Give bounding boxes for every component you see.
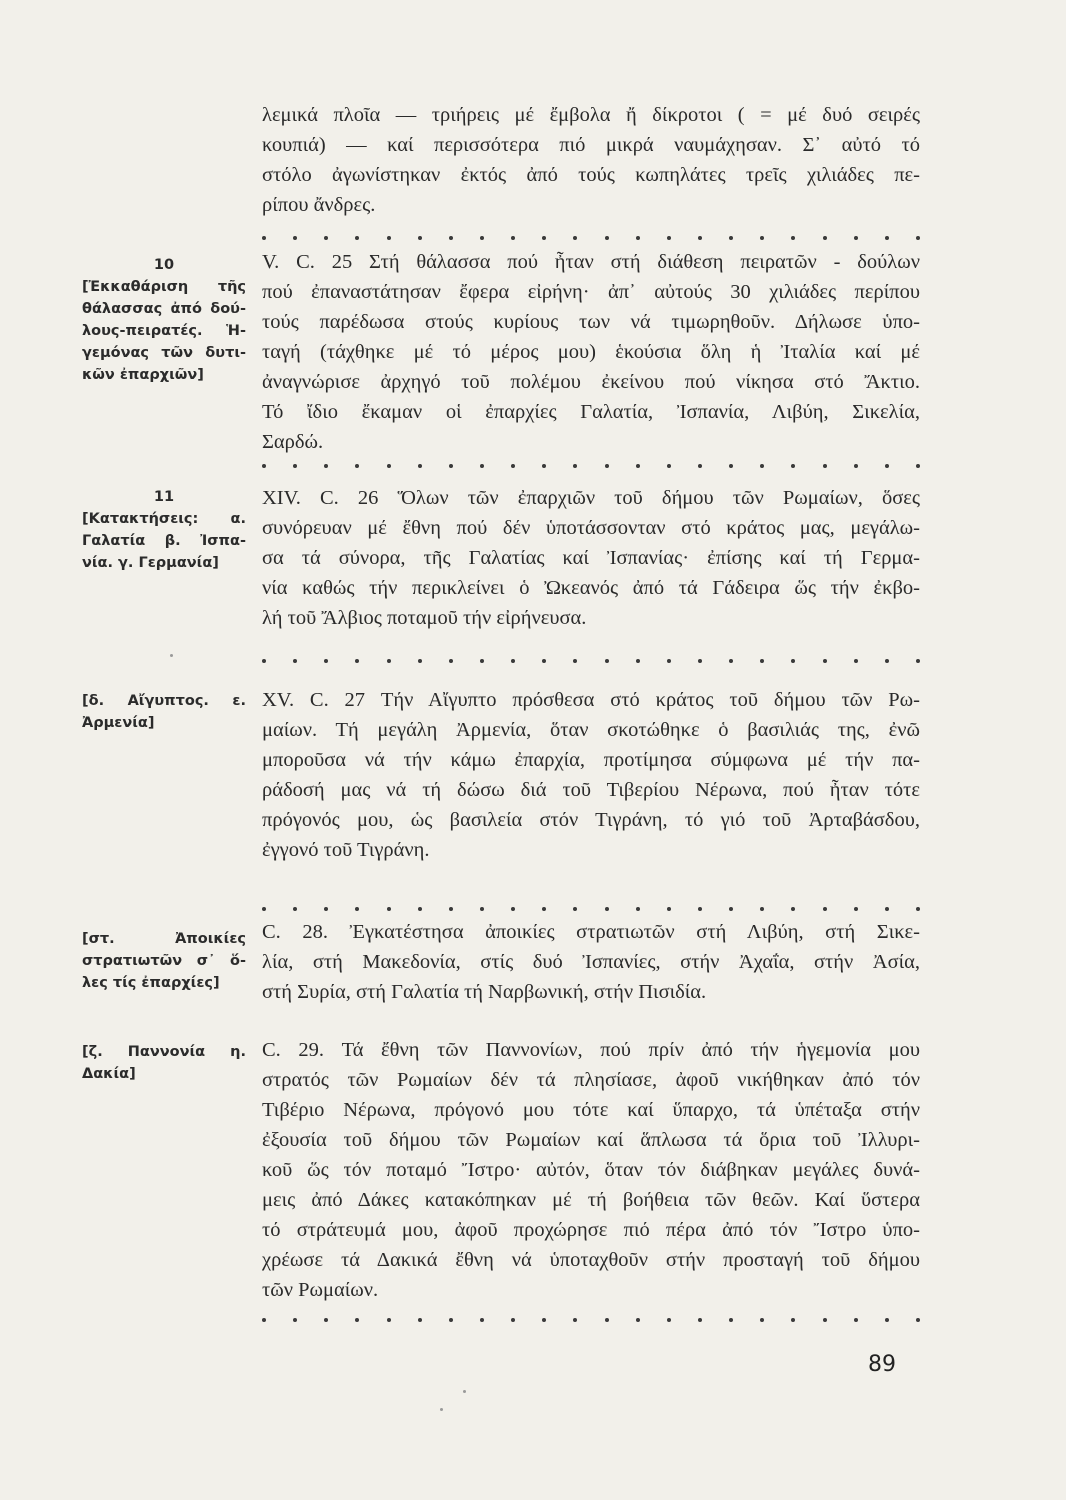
- separator-dot: [511, 907, 515, 911]
- paragraph-c26: [262, 483, 920, 633]
- separator-dot: [791, 659, 795, 663]
- margin-note-zeta: [82, 1041, 246, 1085]
- separator-dot: [542, 659, 546, 663]
- separator-dot: [791, 464, 795, 468]
- text-line: κουπιά) — καί περισσότερα πιό μικρά ναυμάχησαν. Σ᾽ αὐτό τό: [262, 134, 920, 156]
- separator-dot: [262, 464, 266, 468]
- separator-dot: [418, 907, 422, 911]
- separator-dot: [262, 659, 266, 663]
- text-line: τό στράτευμά μου, ἀφοῦ προχώρησε πιό πέρα ἀπό τόν Ἴστρο ὑπο-: [262, 1219, 920, 1241]
- paragraph-intro: [262, 100, 920, 220]
- separator-dot: [636, 236, 640, 240]
- separator-dot: [916, 1318, 920, 1322]
- text-line: ἐξουσία τοῦ δήμου τῶν Ρωμαίων καί ἅπλωσα τά ὅρια τοῦ Ἰλλυρι-: [262, 1129, 920, 1151]
- separator-dot: [854, 1318, 858, 1322]
- text-line: Τό ἴδιο ἔκαμαν οἱ ἐπαρχίες Γαλατία, Ἰσπανία, Λιβύη, Σικελία,: [262, 401, 920, 423]
- separator-dot: [449, 1318, 453, 1322]
- separator-dot: [698, 1318, 702, 1322]
- separator-dot: [823, 907, 827, 911]
- separator-dot: [324, 907, 328, 911]
- margin-note-10: [82, 254, 246, 386]
- separator-dot: [916, 236, 920, 240]
- separator-dot: [698, 236, 702, 240]
- separator-dot: [355, 464, 359, 468]
- text-line: V. C. 25 Στή θάλασσα πού ἦταν στή διάθεση πειρατῶν - δούλων: [262, 251, 920, 273]
- separator-dot: [480, 907, 484, 911]
- separator-dot: [355, 236, 359, 240]
- separator-dot: [823, 236, 827, 240]
- separator-dot: [262, 1318, 266, 1322]
- separator-dot: [355, 1318, 359, 1322]
- separator-dot: [511, 659, 515, 663]
- text-line: λεμικά πλοῖα — τριήρεις μέ ἔμβολα ἤ δίκροτοι ( = μέ δυό σειρές: [262, 104, 920, 126]
- text-line: μποροῦσα νά τήν κάμω ἐπαρχία, προτίμησα σύμφωνα μέ τήν πα-: [262, 749, 920, 771]
- separator-dots: [262, 1314, 920, 1326]
- text-line: ταγή (τάχθηκε μέ τό μέρος μου) ἑκούσια ὅλη ἡ Ἰταλία καί μέ: [262, 341, 920, 363]
- separator-dot: [605, 907, 609, 911]
- separator-dot: [418, 464, 422, 468]
- text-line: ἀναγνώρισε ἀρχηγό τοῦ πολέμου ἐκείνου πού νίκησα στό Ἄκτιο.: [262, 371, 920, 393]
- separator-dot: [293, 236, 297, 240]
- separator-dot: [667, 236, 671, 240]
- separator-dot: [729, 464, 733, 468]
- scan-speck: [463, 1390, 466, 1393]
- separator-dot: [698, 907, 702, 911]
- separator-dot: [667, 907, 671, 911]
- separator-dot: [573, 236, 577, 240]
- separator-dot: [698, 659, 702, 663]
- separator-dot: [387, 659, 391, 663]
- separator-dot: [542, 464, 546, 468]
- separator-dot: [387, 1318, 391, 1322]
- separator-dot: [760, 907, 764, 911]
- separator-dot: [418, 236, 422, 240]
- separator-dot: [760, 236, 764, 240]
- separator-dot: [854, 236, 858, 240]
- separator-dot: [480, 659, 484, 663]
- separator-dot: [667, 1318, 671, 1322]
- separator-dot: [480, 236, 484, 240]
- text-line: συνόρευαν μέ ἔθνη πού δέν ὑποτάσσονταν στό κράτος μας, μεγάλω-: [262, 517, 920, 539]
- separator-dot: [791, 1318, 795, 1322]
- separator-dot: [760, 659, 764, 663]
- margin-note-line: στρατιωτῶν σ᾽ ὅ-: [82, 953, 246, 969]
- scan-speck: [440, 1408, 443, 1411]
- separator-dot: [823, 659, 827, 663]
- separator-dot: [573, 1318, 577, 1322]
- separator-dot: [916, 659, 920, 663]
- separator-dot: [823, 464, 827, 468]
- separator-dot: [698, 464, 702, 468]
- text-line: πρόγονός μου, ὡς βασιλεία στόν Τιγράνη, τό γιό τοῦ Ἀρταβάσδου,: [262, 809, 920, 831]
- text-line: νία καθώς τήν περικλείνει ὁ Ὠκεανός ἀπό τά Γάδειρα ὥς τήν ἐκβο-: [262, 577, 920, 599]
- text-line: σα τά σύνορα, τῆς Γαλατίας καί Ἰσπανίας· ἐπίσης καί τή Γερμα-: [262, 547, 920, 569]
- margin-note-line: λους-πειρατές. Ἡ-: [82, 323, 246, 339]
- margin-note-11: [82, 486, 246, 574]
- separator-dot: [324, 1318, 328, 1322]
- separator-dot: [729, 1318, 733, 1322]
- text-line: ρίπου ἄνδρες.: [262, 194, 376, 216]
- separator-dot: [916, 464, 920, 468]
- margin-note-line: Γαλατία β. Ἰσπα-: [82, 533, 246, 549]
- separator-dots: [262, 903, 920, 915]
- separator-dot: [324, 659, 328, 663]
- separator-dot: [387, 464, 391, 468]
- separator-dot: [885, 907, 889, 911]
- separator-dot: [262, 907, 266, 911]
- separator-dot: [636, 1318, 640, 1322]
- separator-dot: [449, 464, 453, 468]
- separator-dot: [387, 907, 391, 911]
- separator-dot: [605, 659, 609, 663]
- margin-note-number: 11: [153, 489, 175, 505]
- separator-dot: [511, 1318, 515, 1322]
- margin-note-line: λες τίς ἐπαρχίες]: [82, 975, 220, 991]
- separator-dot: [885, 464, 889, 468]
- separator-dot: [542, 236, 546, 240]
- separator-dot: [885, 236, 889, 240]
- separator-dot: [293, 659, 297, 663]
- paragraph-c25: [262, 247, 920, 457]
- separator-dot: [449, 236, 453, 240]
- separator-dot: [324, 236, 328, 240]
- separator-dot: [729, 236, 733, 240]
- separator-dot: [885, 1318, 889, 1322]
- text-line: χρέωσε τά Δακικά ἔθνη νά ὑποταχθοῦν στήν προσταγή τοῦ δήμου: [262, 1249, 920, 1271]
- separator-dot: [293, 1318, 297, 1322]
- text-line: στόλο ἀγωνίστηκαν ἐκτός ἀπό τούς κωπηλάτες τρεῖς χιλιάδες πε-: [262, 164, 920, 186]
- separator-dot: [605, 236, 609, 240]
- separator-dot: [760, 1318, 764, 1322]
- paragraph-c27: [262, 685, 920, 865]
- separator-dot: [480, 464, 484, 468]
- margin-note-line: θάλασσας ἀπό δού-: [82, 301, 246, 317]
- separator-dot: [542, 1318, 546, 1322]
- text-line: στρατός τῶν Ρωμαίων δέν τά πλησίασε, ἀφοῦ νικήθηκαν ἀπό τόν: [262, 1069, 920, 1091]
- separator-dot: [854, 907, 858, 911]
- separator-dots: [262, 232, 920, 244]
- margin-note-delta: [82, 690, 246, 734]
- separator-dot: [355, 659, 359, 663]
- separator-dot: [823, 1318, 827, 1322]
- separator-dot: [605, 1318, 609, 1322]
- separator-dot: [791, 907, 795, 911]
- text-line: τούς παρέδωσα στούς κυρίους των νά τιμωρηθοῦν. Δήλωσε ὑπο-: [262, 311, 920, 333]
- text-line: Σαρδώ.: [262, 431, 324, 453]
- margin-note-st: [82, 928, 246, 994]
- separator-dot: [573, 907, 577, 911]
- text-line: Τιβέριο Νέρωνα, πρόγονό μου τότε καί ὕπαρχο, τά ὑπέταξα στήν: [262, 1099, 920, 1121]
- text-line: πού ἐπαναστάτησαν ἔφερα εἰρήνη· ἀπ᾽ αὐτούς 30 χιλιάδες περίπου: [262, 281, 920, 303]
- separator-dot: [355, 907, 359, 911]
- margin-note-line: [Κατακτήσεις: α.: [82, 511, 246, 527]
- text-line: ράδοσή μας νά τή δώσω διά τοῦ Τιβερίου Νέρωνα, πού ἦταν τότε: [262, 779, 920, 801]
- text-line: λία, στή Μακεδονία, στίς δυό Ἰσπανίες, στήν Ἀχαΐα, στήν Ἀσία,: [262, 951, 920, 973]
- separator-dot: [480, 1318, 484, 1322]
- separator-dot: [511, 464, 515, 468]
- separator-dot: [418, 1318, 422, 1322]
- separator-dot: [760, 464, 764, 468]
- margin-note-line: Ἀρμενία]: [82, 715, 155, 731]
- separator-dot: [449, 907, 453, 911]
- separator-dot: [854, 464, 858, 468]
- separator-dot: [542, 907, 546, 911]
- separator-dot: [636, 907, 640, 911]
- separator-dot: [791, 236, 795, 240]
- separator-dots: [262, 460, 920, 472]
- separator-dot: [605, 464, 609, 468]
- margin-note-line: [δ. Αἴγυπτος. ε.: [82, 693, 246, 709]
- separator-dot: [573, 464, 577, 468]
- page-number: 89: [868, 1352, 896, 1377]
- separator-dot: [262, 236, 266, 240]
- text-line: XV. C. 27 Τήν Αἴγυπτο πρόσθεσα στό κράτος τοῦ δήμου τῶν Ρω-: [262, 689, 920, 711]
- text-line: C. 28. Ἐγκατέστησα ἀποικίες στρατιωτῶν στή Λιβύη, στή Σικε-: [262, 921, 920, 943]
- margin-note-line: νία. γ. Γερμανία]: [82, 555, 219, 571]
- separator-dot: [449, 659, 453, 663]
- text-line: ἐγγονό τοῦ Τιγράνη.: [262, 839, 430, 861]
- margin-note-line: [Ἐκκαθάριση τῆς: [82, 279, 246, 295]
- margin-note-line: [ζ. Παννονία η.: [82, 1044, 246, 1060]
- separator-dot: [729, 907, 733, 911]
- separator-dot: [636, 659, 640, 663]
- margin-note-line: κῶν ἐπαρχιῶν]: [82, 367, 204, 383]
- separator-dot: [667, 659, 671, 663]
- text-line: τῶν Ρωμαίων.: [262, 1279, 379, 1301]
- separator-dot: [729, 659, 733, 663]
- separator-dot: [667, 464, 671, 468]
- separator-dot: [387, 236, 391, 240]
- text-line: κοῦ ὥς τόν ποταμό Ἴστρο· αὐτόν, ὅταν τόν διάβηκαν μεγάλες δυνά-: [262, 1159, 920, 1181]
- separator-dot: [511, 236, 515, 240]
- separator-dot: [293, 464, 297, 468]
- margin-note-line: [στ. Ἀποικίες: [82, 931, 246, 947]
- separator-dot: [324, 464, 328, 468]
- separator-dots: [262, 655, 920, 667]
- scan-speck: [170, 654, 173, 657]
- separator-dot: [573, 659, 577, 663]
- separator-dot: [916, 907, 920, 911]
- margin-note-line: Δακία]: [82, 1066, 136, 1082]
- text-line: XIV. C. 26 Ὅλων τῶν ἐπαρχιῶν τοῦ δήμου τῶν Ρωμαίων, ὅσες: [262, 487, 920, 509]
- margin-note-line: γεμόνας τῶν δυτι-: [82, 345, 246, 361]
- separator-dot: [293, 907, 297, 911]
- paragraph-c29: [262, 1035, 920, 1305]
- separator-dot: [636, 464, 640, 468]
- text-line: λή τοῦ Ἄλβιος ποταμοῦ τήν εἰρήνευσα.: [262, 607, 587, 629]
- separator-dot: [885, 659, 889, 663]
- text-line: μαίων. Τή μεγάλη Ἀρμενία, ὅταν σκοτώθηκε ὁ βασιλιάς της, ἐνῶ: [262, 719, 920, 741]
- text-line: μεις ἀπό Δάκες κατακόπηκαν μέ τή βοήθεια τῶν θεῶν. Καί ὕστερα: [262, 1189, 920, 1211]
- text-line: C. 29. Τά ἔθνη τῶν Παννονίων, πού πρίν ἀπό τήν ἡγεμονία μου: [262, 1039, 920, 1061]
- separator-dot: [854, 659, 858, 663]
- margin-note-number: 10: [153, 257, 175, 273]
- paragraph-c28: [262, 917, 920, 1007]
- separator-dot: [418, 659, 422, 663]
- text-line: στή Συρία, στή Γαλατία τή Ναρβωνική, στήν Πισιδία.: [262, 981, 707, 1003]
